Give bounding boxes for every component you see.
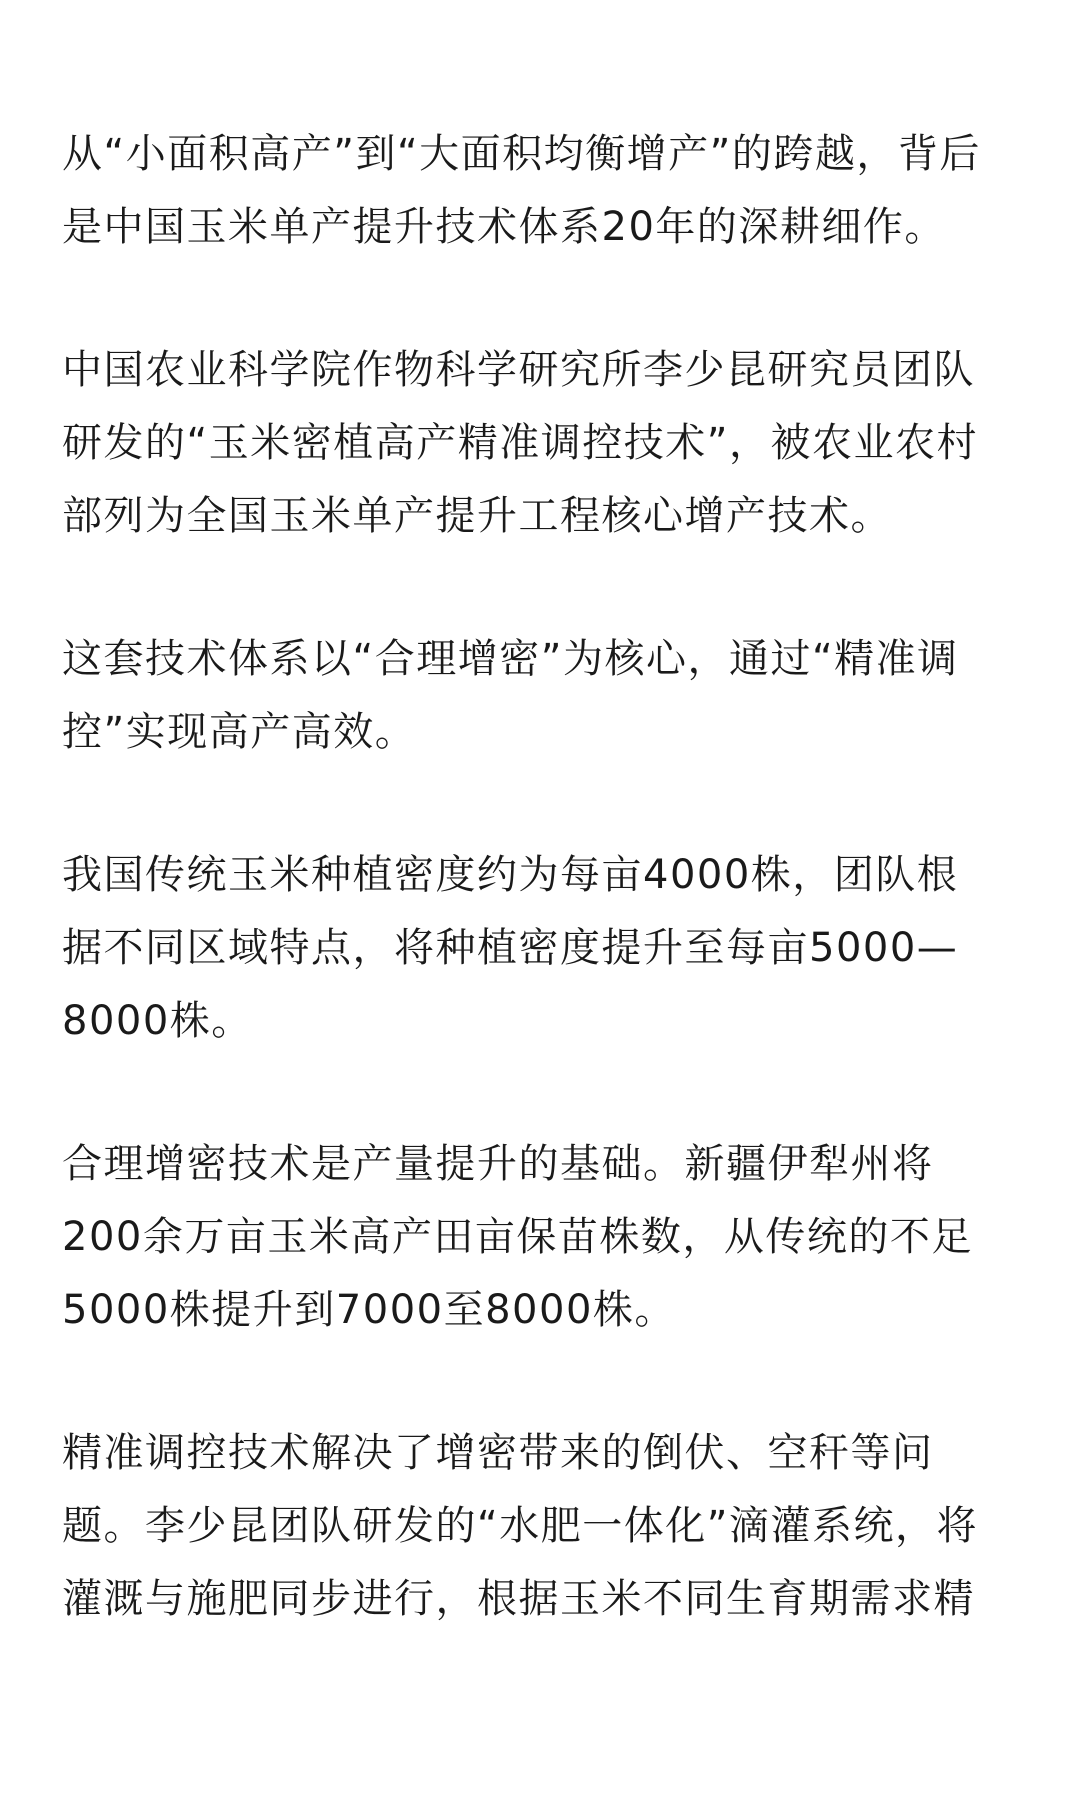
paragraph-2 [62, 334, 1022, 553]
text-line: 从“小面积高产”到“大面积均衡增产”的跨越，背后 [62, 131, 981, 177]
paragraph-6 [62, 1417, 1022, 1636]
text-line: 部列为全国玉米单产提升工程核心增产技术。 [62, 493, 892, 539]
text-line: 合理增密技术是产量提升的基础。新疆伊犁州将 [62, 1141, 934, 1187]
text-line: 据不同区域特点，将种植密度提升至每亩5000— [62, 925, 959, 971]
text-line: 我国传统玉米种植密度约为每亩4000株，团队根 [62, 852, 959, 898]
text-line: 精准调控技术解决了增密带来的倒伏、空秆等问 [62, 1430, 934, 1476]
text-line: 是中国玉米单产提升技术体系20年的深耕细作。 [62, 204, 946, 250]
text-line: 灌溉与施肥同步进行，根据玉米不同生育期需求精 [62, 1576, 975, 1622]
text-line: 研发的“玉米密植高产精准调控技术”，被农业农村 [62, 420, 978, 466]
text-line: 题。李少昆团队研发的“水肥一体化”滴灌系统，将 [62, 1503, 978, 1549]
text-line: 5000株提升到7000至8000株。 [62, 1287, 676, 1333]
text-line: 200余万亩玉米高产田亩保苗株数，从传统的不足 [62, 1214, 973, 1260]
paragraph-1 [62, 118, 1022, 264]
paragraph-5 [62, 1128, 1022, 1347]
paragraph-4 [62, 839, 1022, 1058]
text-line: 中国农业科学院作物科学研究所李少昆研究员团队 [62, 347, 975, 393]
paragraph-3 [62, 623, 1022, 769]
text-line: 控”实现高产高效。 [62, 709, 417, 755]
text-line: 8000株。 [62, 998, 253, 1044]
text-line: 这套技术体系以“合理增密”为核心，通过“精准调 [62, 636, 959, 682]
article-body [62, 118, 1022, 1706]
